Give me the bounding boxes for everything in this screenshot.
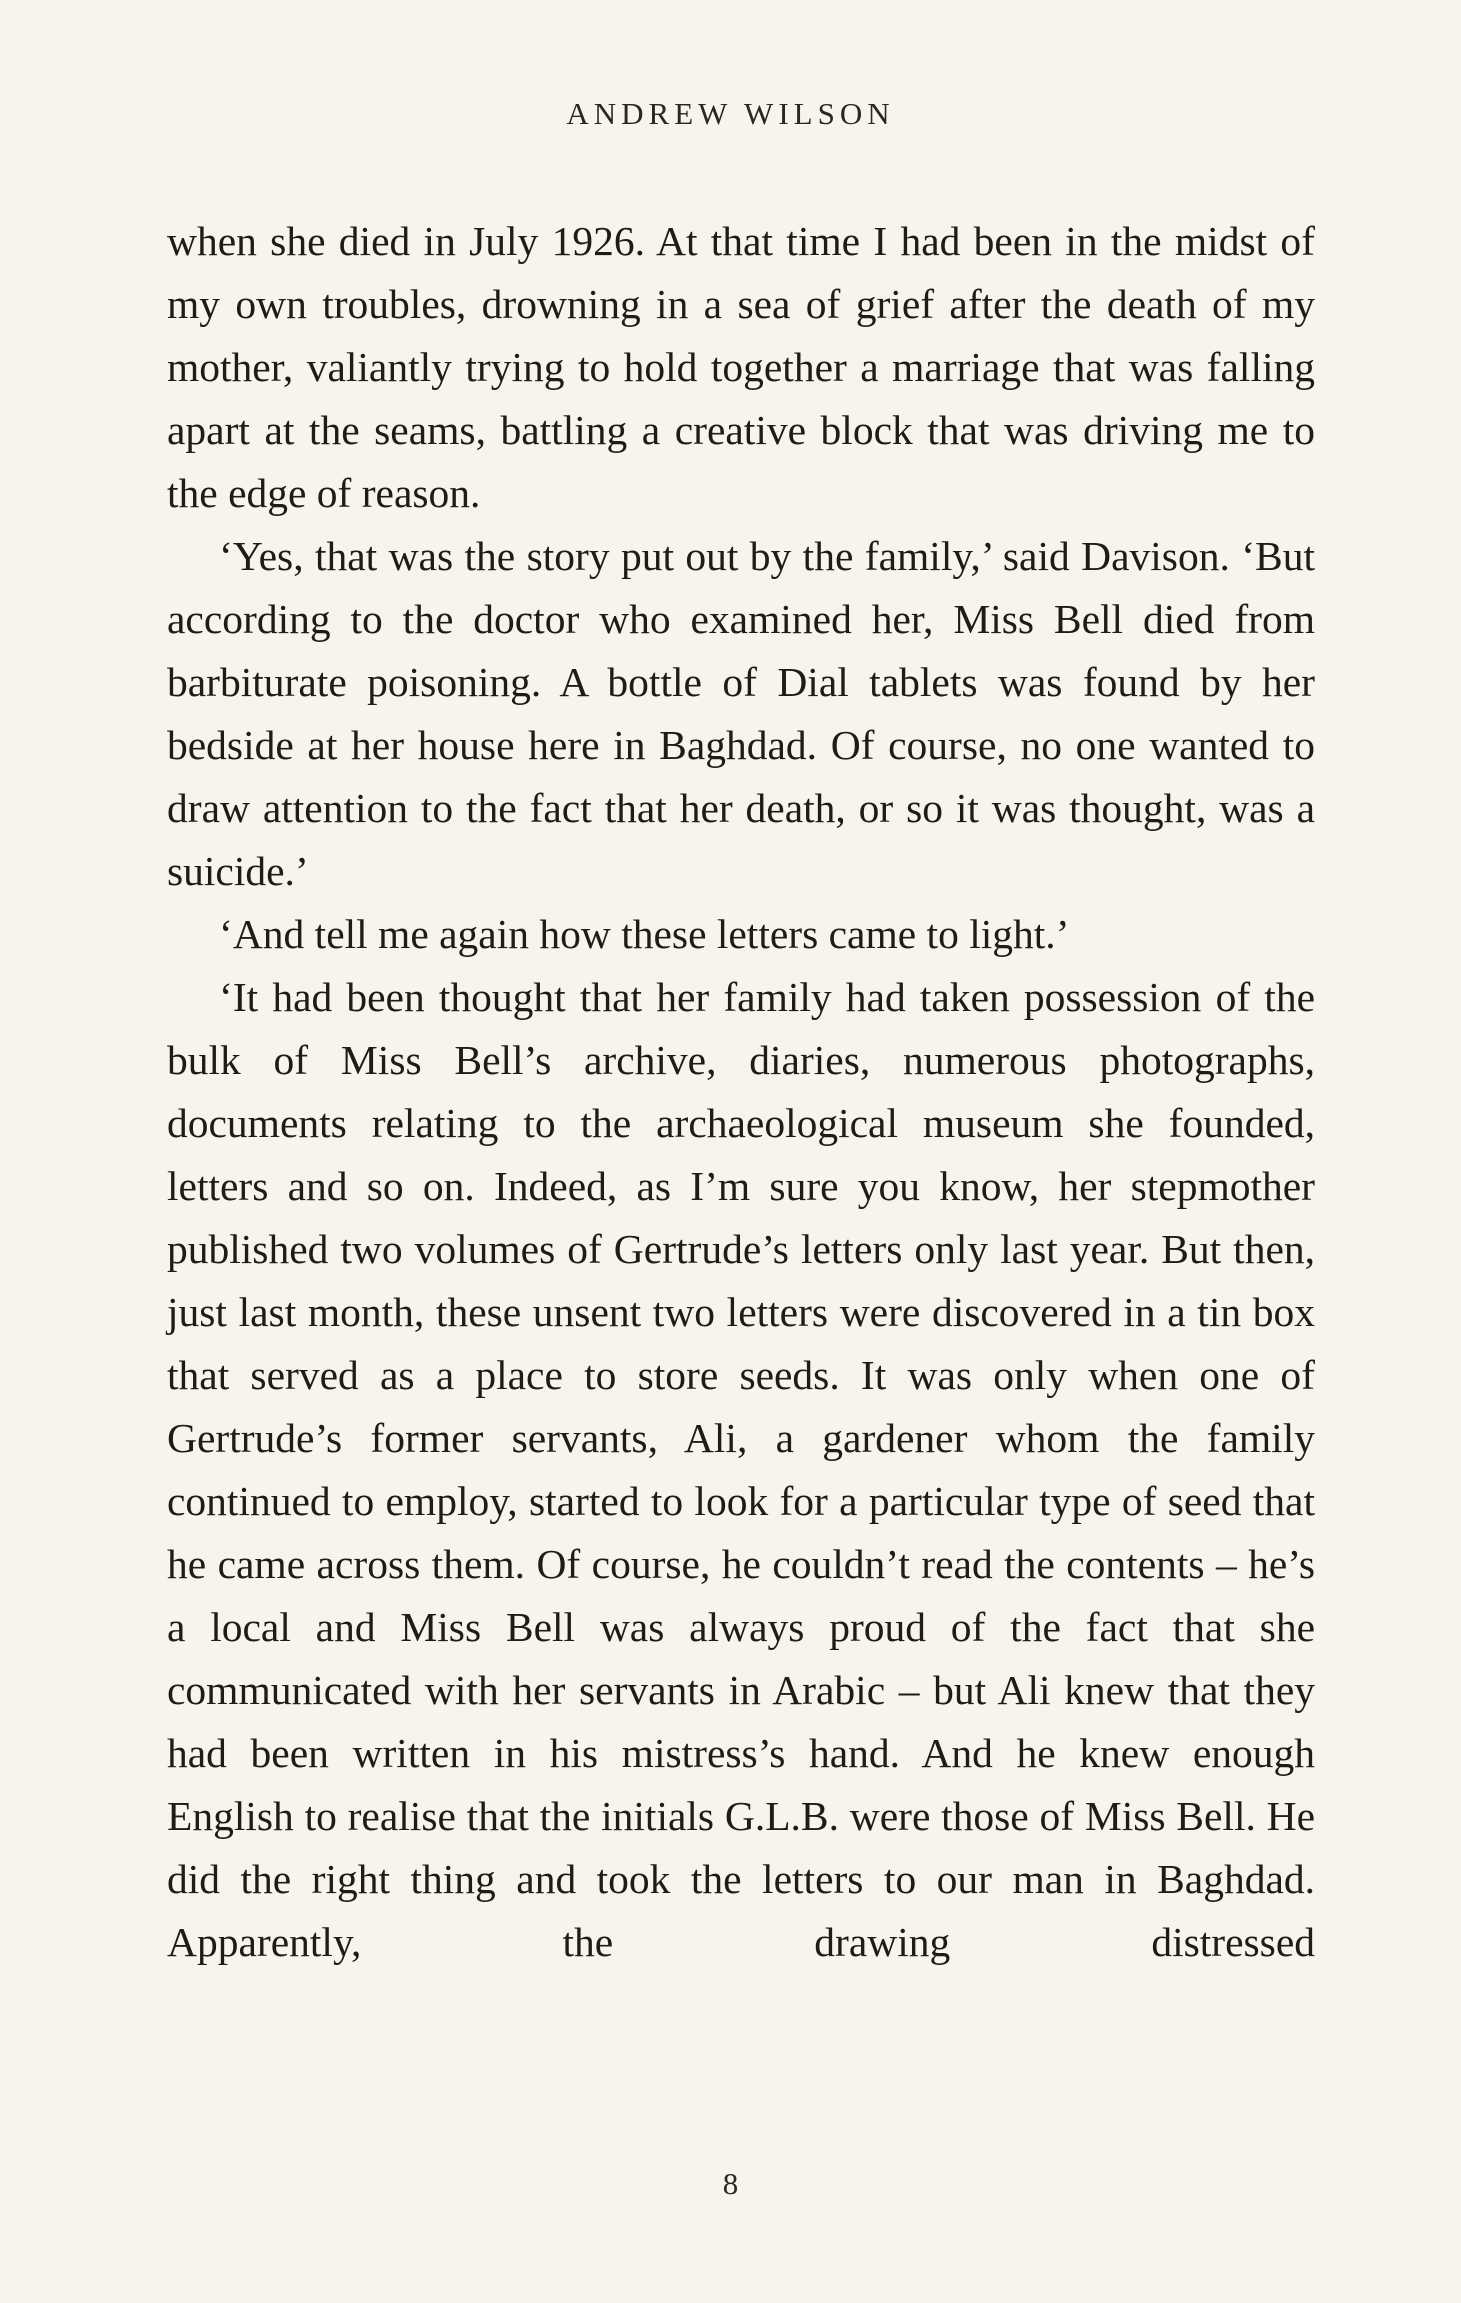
running-head: ANDREW WILSON	[566, 96, 895, 131]
paragraph-continued: when she died in July 1926. At that time I had been in the midst of my own troubles, drowning in a sea of grief after the death of my mother, valiantly trying to hold together a marriage that was falling apart at the seams, battling a creative block that was driving me to the edge of reason.	[167, 218, 1315, 516]
paragraph: ‘And tell me again how these letters came to light.’	[219, 911, 1070, 957]
page-number: 8	[722, 2166, 739, 2201]
paragraph: ‘Yes, that was the story put out by the family,’ said Davison. ‘But according to the doctor who examined her, Miss Bell died from barbiturate poisoning. A bottle of Dial tablets was found by her bedside at her house here in Baghdad. Of course, no one wanted to draw attention to the fact that her death, or so it was thought, was a suicide.’	[167, 533, 1315, 894]
paragraph-last: ‘It had been thought that her family had taken possession of the bulk of Miss Bell’s archive, diaries, numerous photographs, documents relating to the archaeological museum she founded, letters and so on. Indeed, as I’m sure you know, her stepmother published two volumes of Gertrude’s letters only last year. But then, just last month, these unsent two letters were discovered in a tin box that served as a place to store seeds. It was only when one of Gertrude’s former servants, Ali, a gardener whom the family continued to employ, started to look for a particular type of seed that he came across them. Of course, he couldn’t read the contents – he’s a local and Miss Bell was always proud of the fact that she communicated with her servants in Arabic – but Ali knew that they had been written in his mistress’s hand. And he knew enough English to realise that the initials G.L.B. were those of Miss Bell. He did the right thing and took the letters to our man in Baghdad. Apparently, the drawing distressed	[167, 974, 1315, 1965]
body-text	[167, 210, 1315, 1974]
